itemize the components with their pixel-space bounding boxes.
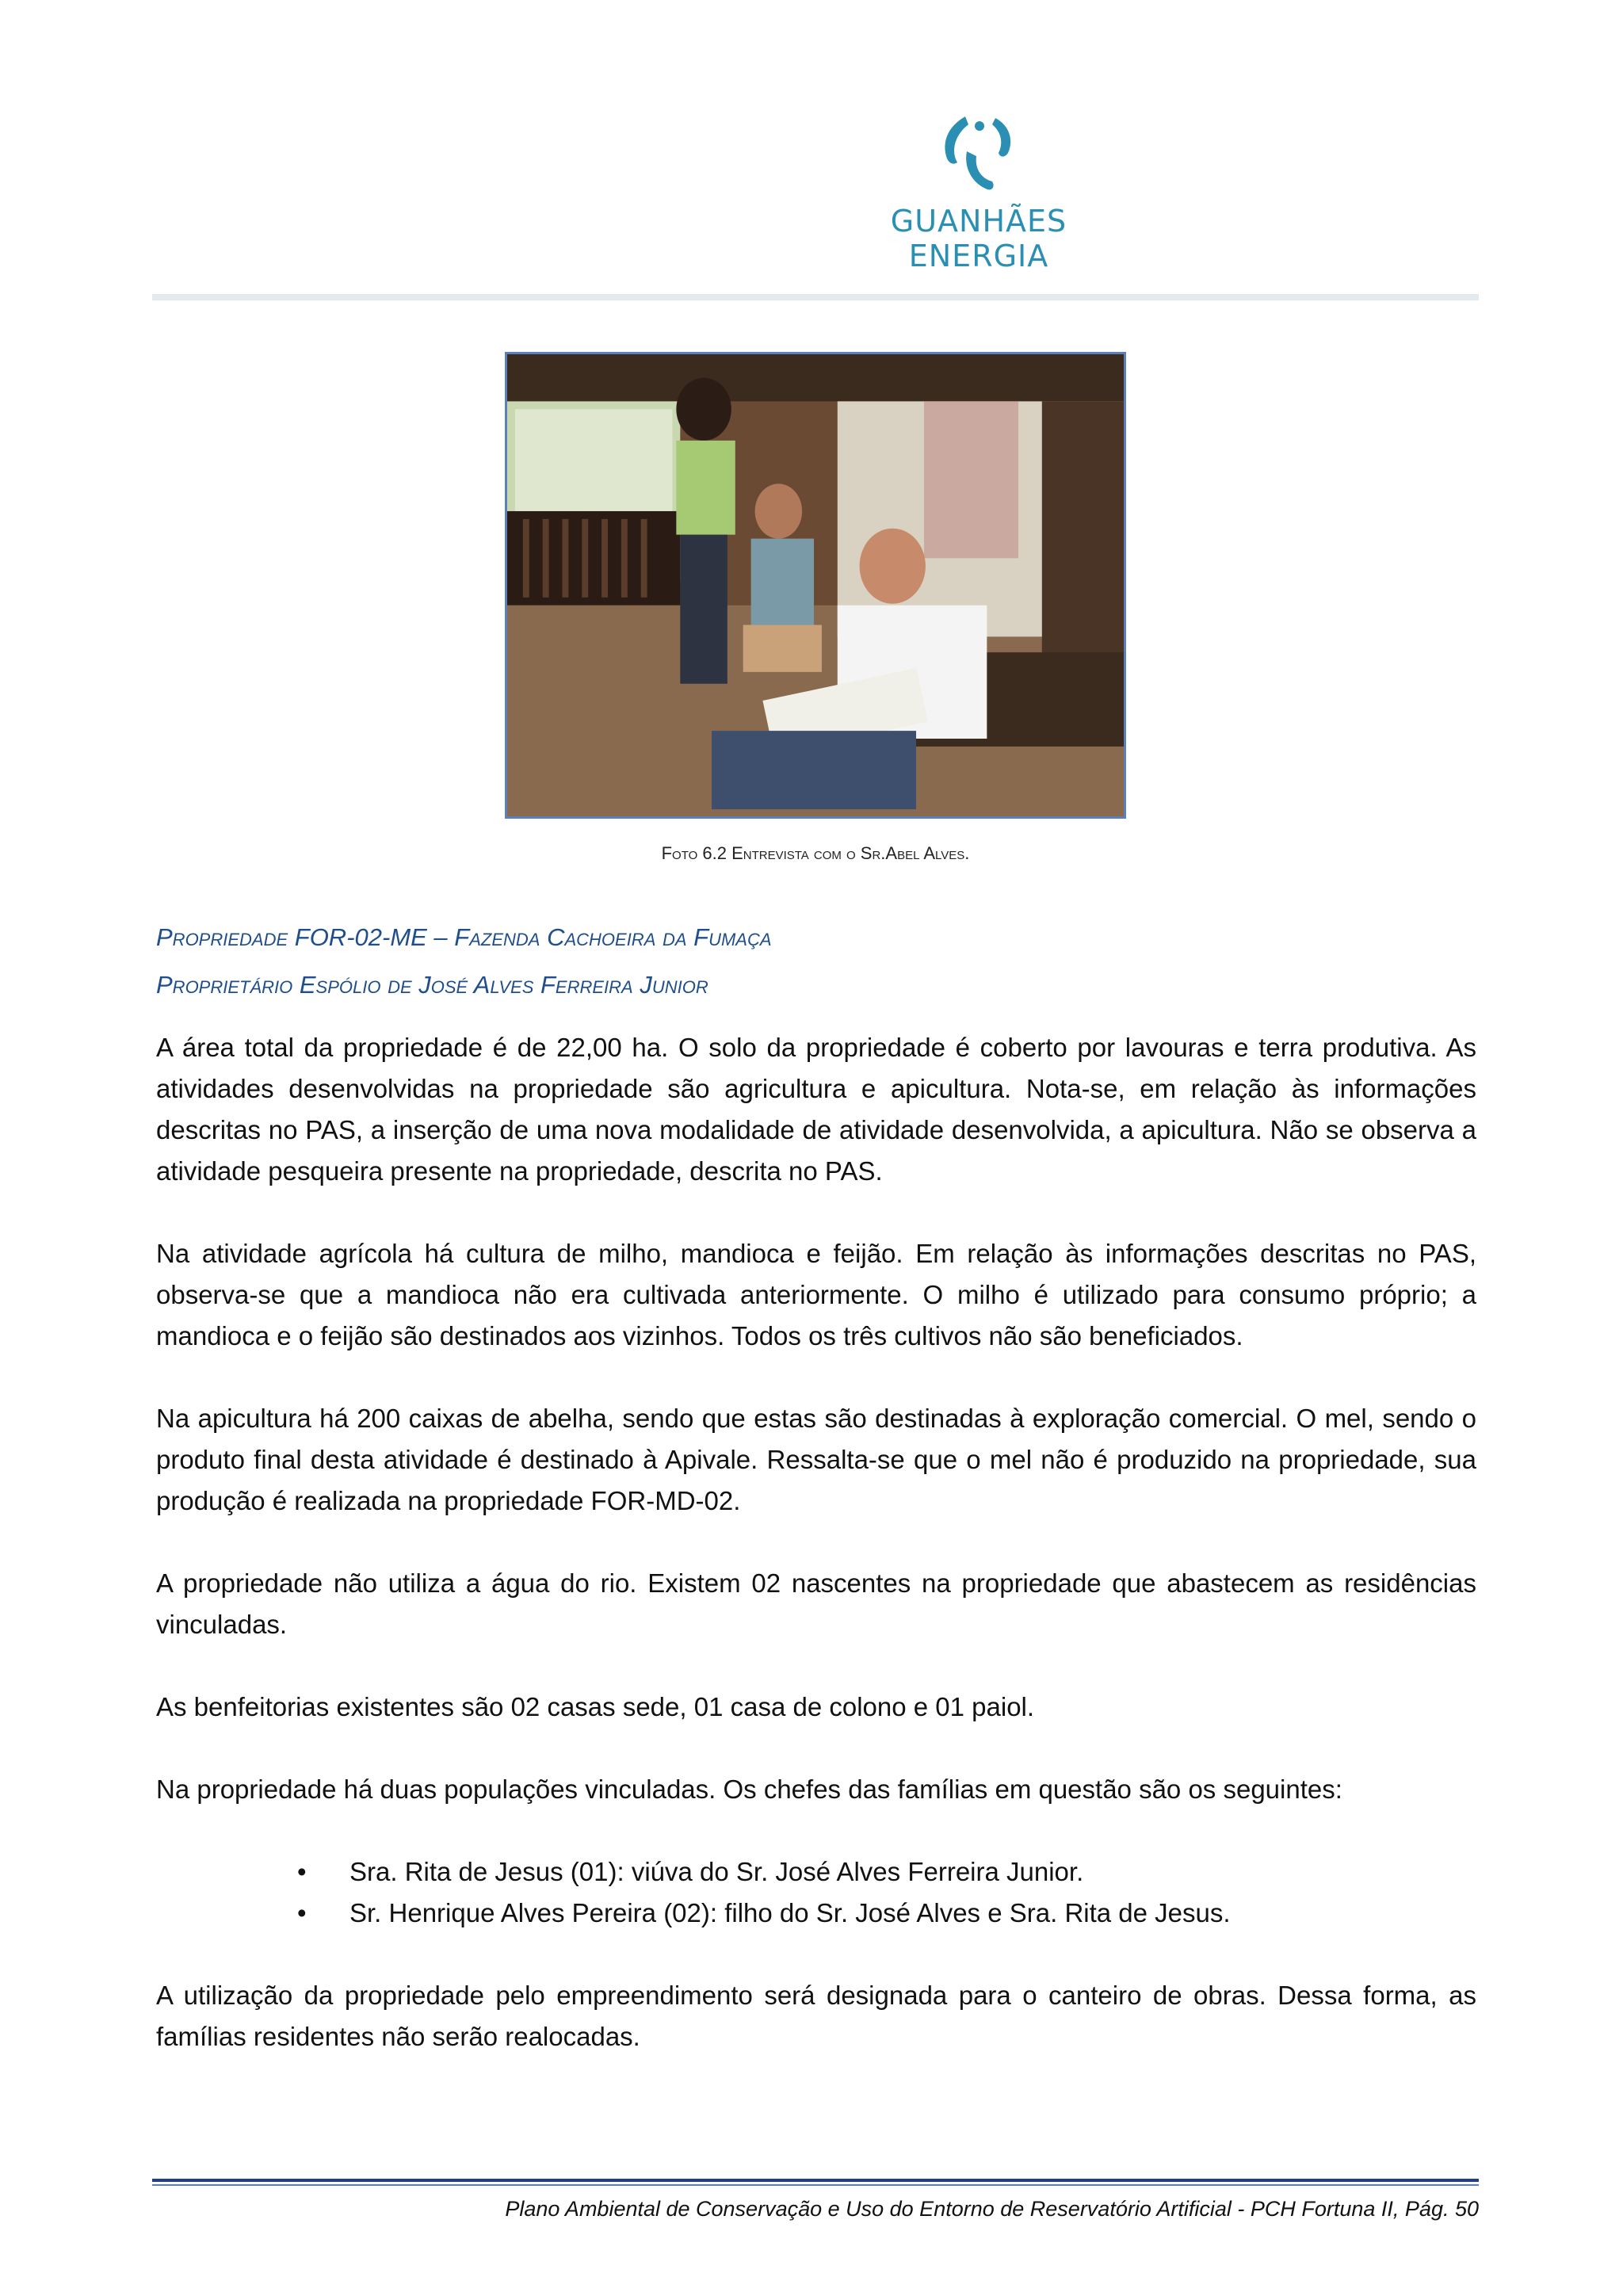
logo-text: GUANHÃES ENERGIA [890,204,1067,273]
bullet-icon: • [297,1857,307,1886]
photo-caption: Foto 6.2 Entrevista com o Sr.Abel Alves. [661,843,970,863]
header-divider [152,294,1479,300]
property-title: Propriedade FOR-02-ME – Fazenda Cachoeira da Fumaça [156,923,772,951]
property-owner: Proprietário Espólio de José Alves Ferreira Junior [156,971,708,999]
interview-photo [505,352,1126,819]
paragraph: Na atividade agrícola há cultura de milho, mandioca e feijão. Em relação às informações descritas no PAS, observa-se que a mandioca não era cultivada anteriormente. O milho é utilizado para consumo próprio; a mandioca e o feijão são destinados aos vizinhos. Todos os três cultivos não são beneficiados. [156,1239,1476,1350]
list-item-text: Sr. Henrique Alves Pereira (02): filho do Sr. José Alves e Sra. Rita de Jesus. [349,1898,1231,1927]
paragraph: A área total da propriedade é de 22,00 ha. O solo da propriedade é coberto por lavouras e terra produtiva. As atividades desenvolvidas na propriedade são agricultura e apicultura. Nota-se, em relação às informações descritas no PAS, a inserção de uma nova modalidade de atividade desenvolvida, a apicultura. Não se observa a atividade pesqueira presente na propriedade, descrita no PAS. [156,1033,1476,1186]
bullet-icon: • [297,1898,307,1927]
footer-divider-thin [152,2184,1479,2186]
company-logo [824,107,1133,273]
family-heads-list [156,1851,1476,1934]
paragraph: As benfeitorias existentes são 02 casas sede, 01 casa de colono e 01 paiol. [156,1692,1035,1721]
closing-paragraph: A utilização da propriedade pelo empreendimento será designada para o canteiro de obras. Dessa forma, as famílias residentes não serão realocadas. [156,1981,1476,2051]
list-item [156,1851,1476,1893]
swirl-logo-icon [919,107,1038,202]
body-content [156,1027,1476,2099]
list-item-text: Sra. Rita de Jesus (01): viúva do Sr. José Alves Ferreira Junior. [349,1857,1084,1886]
paragraph: A propriedade não utiliza a água do rio. Existem 02 nascentes na propriedade que abastecem as residências vinculadas. [156,1568,1476,1639]
paragraph: Na propriedade há duas populações vinculadas. Os chefes das famílias em questão são os seguintes: [156,1775,1342,1804]
footer-divider [152,2179,1479,2182]
list-item [156,1893,1476,1934]
page-footer: Plano Ambiental de Conservação e Uso do Entorno de Reservatório Artificial - PCH Fortuna II, Pág. 50 [505,2197,1479,2221]
paragraph: Na apicultura há 200 caixas de abelha, sendo que estas são destinadas à exploração comercial. O mel, sendo o produto final desta atividade é destinado à Apivale. Ressalta-se que o mel não é produzido na propriedade, sua produção é realizada na propriedade FOR-MD-02. [156,1404,1476,1515]
